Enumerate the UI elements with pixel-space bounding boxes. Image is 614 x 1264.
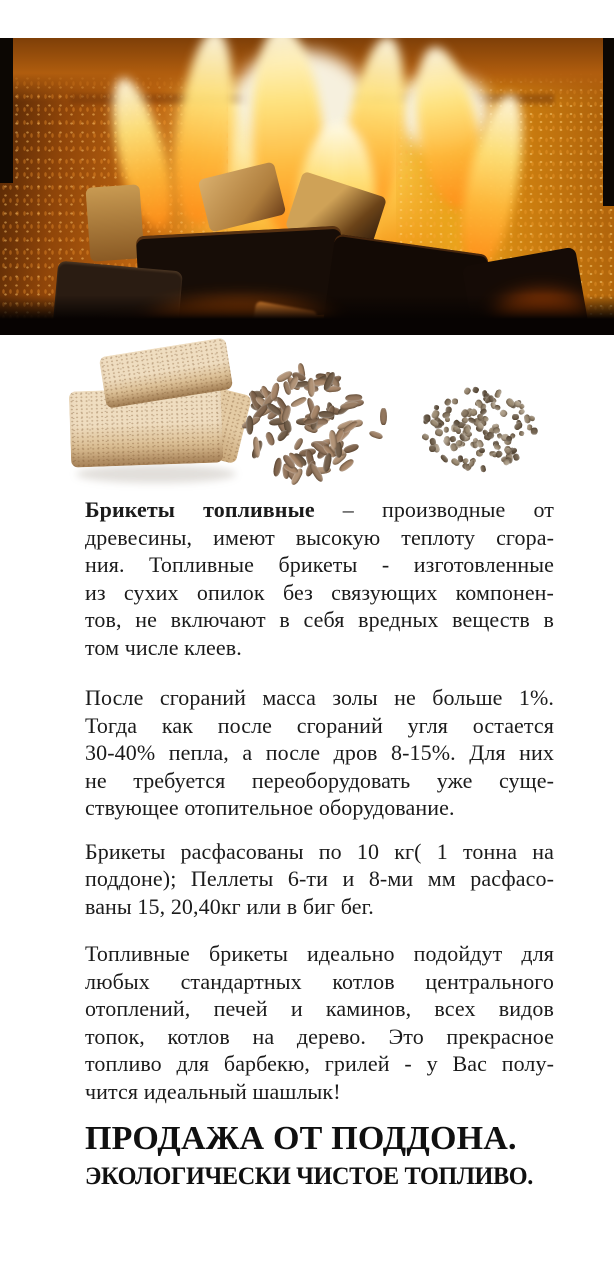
paragraph-lead: Брикеты топливные <box>85 497 315 522</box>
paragraph-packaging <box>85 838 554 921</box>
frame-edge-right <box>603 38 614 206</box>
pellet <box>472 386 480 394</box>
pellet <box>421 433 430 441</box>
paragraph-ash <box>85 684 554 822</box>
pellet <box>246 416 253 435</box>
text-line: Тогда как после сгораний угля остается <box>85 712 554 738</box>
text-run: – производные от <box>314 497 554 522</box>
text-line: поддоне); Пеллеты 6-ти и 8-ми мм расфасо- <box>85 866 554 891</box>
pellet <box>530 427 537 434</box>
briquettes-stack-image <box>68 347 243 489</box>
headline-secondary: ЭКОЛОГИЧЕСКИ ЧИСТОЕ ТОПЛИВО. <box>85 1161 533 1190</box>
frame-edge-left <box>0 38 13 183</box>
text-line: топливо для барбекю, грилей - у Вас полу- <box>85 1051 554 1076</box>
hearth-shadow <box>0 295 614 335</box>
stray-pellet <box>380 408 387 425</box>
text-line: любых стандартных котлов центрального <box>85 968 554 994</box>
pellet <box>443 397 452 407</box>
text-line: Топливные брикеты идеально подойдут для <box>85 941 554 966</box>
pellet <box>264 430 276 446</box>
pellet <box>434 428 444 437</box>
pellet <box>518 431 524 437</box>
paragraph-intro <box>85 496 554 661</box>
text-line: ваны 15, 20,40кг или в биг бег. <box>85 893 374 919</box>
text-line: После сгораний масса золы не больше 1%. <box>85 685 554 710</box>
text-line: чится идеальный шашлык! <box>85 1078 341 1104</box>
text-line: не требуется переоборудовать уже суще- <box>85 767 554 793</box>
text-line: том числе клеев. <box>85 634 242 660</box>
pellet <box>494 389 501 398</box>
headline-primary: ПРОДАЖА ОТ ПОДДОНА. <box>85 1120 517 1157</box>
pellet <box>480 464 487 472</box>
granules-pile-image <box>413 375 548 483</box>
pellet <box>512 453 520 461</box>
pellet <box>340 400 360 410</box>
text-line <box>85 496 554 524</box>
text-line: топок, котлов на дерево. Это прекрасное <box>85 1023 554 1049</box>
pellet <box>463 425 470 434</box>
pellet <box>439 454 448 464</box>
pellet <box>290 396 308 409</box>
stray-pellet <box>368 430 383 440</box>
text-line: отоплений, печей и каминов, всех видов <box>85 996 554 1021</box>
pellets-pile-image <box>238 356 378 490</box>
text-line: из сухих опилок без связующих компонен- <box>85 579 554 605</box>
pellet <box>463 387 472 397</box>
pellet <box>512 414 519 421</box>
paragraph-usage <box>85 940 554 1105</box>
text-line: Брикеты расфасованы по 10 кг( 1 тонна на <box>85 838 554 864</box>
fireplace-photo <box>0 38 614 335</box>
text-line: 30-40% пепла, а после дров 8-15%. Для них <box>85 740 554 765</box>
pellet <box>493 404 501 411</box>
pellet <box>444 426 449 433</box>
text-line: древесины, имеют высокую теплоту сгора- <box>85 524 554 550</box>
text-line: ствующее отопительное оборудование. <box>85 795 455 820</box>
pellet <box>452 398 459 405</box>
pellet <box>499 408 508 417</box>
pellet <box>513 420 524 431</box>
pellet <box>479 448 485 453</box>
footer-headlines <box>85 1118 565 1192</box>
pellet <box>493 443 502 451</box>
text-line: тов, не включают в себя вредных веществ в <box>85 607 554 632</box>
briquette-shadow <box>76 465 236 483</box>
text-line: ния. Топливные брикеты - изготовленные <box>85 552 554 577</box>
pellet <box>511 447 518 453</box>
body-text <box>85 496 554 1105</box>
